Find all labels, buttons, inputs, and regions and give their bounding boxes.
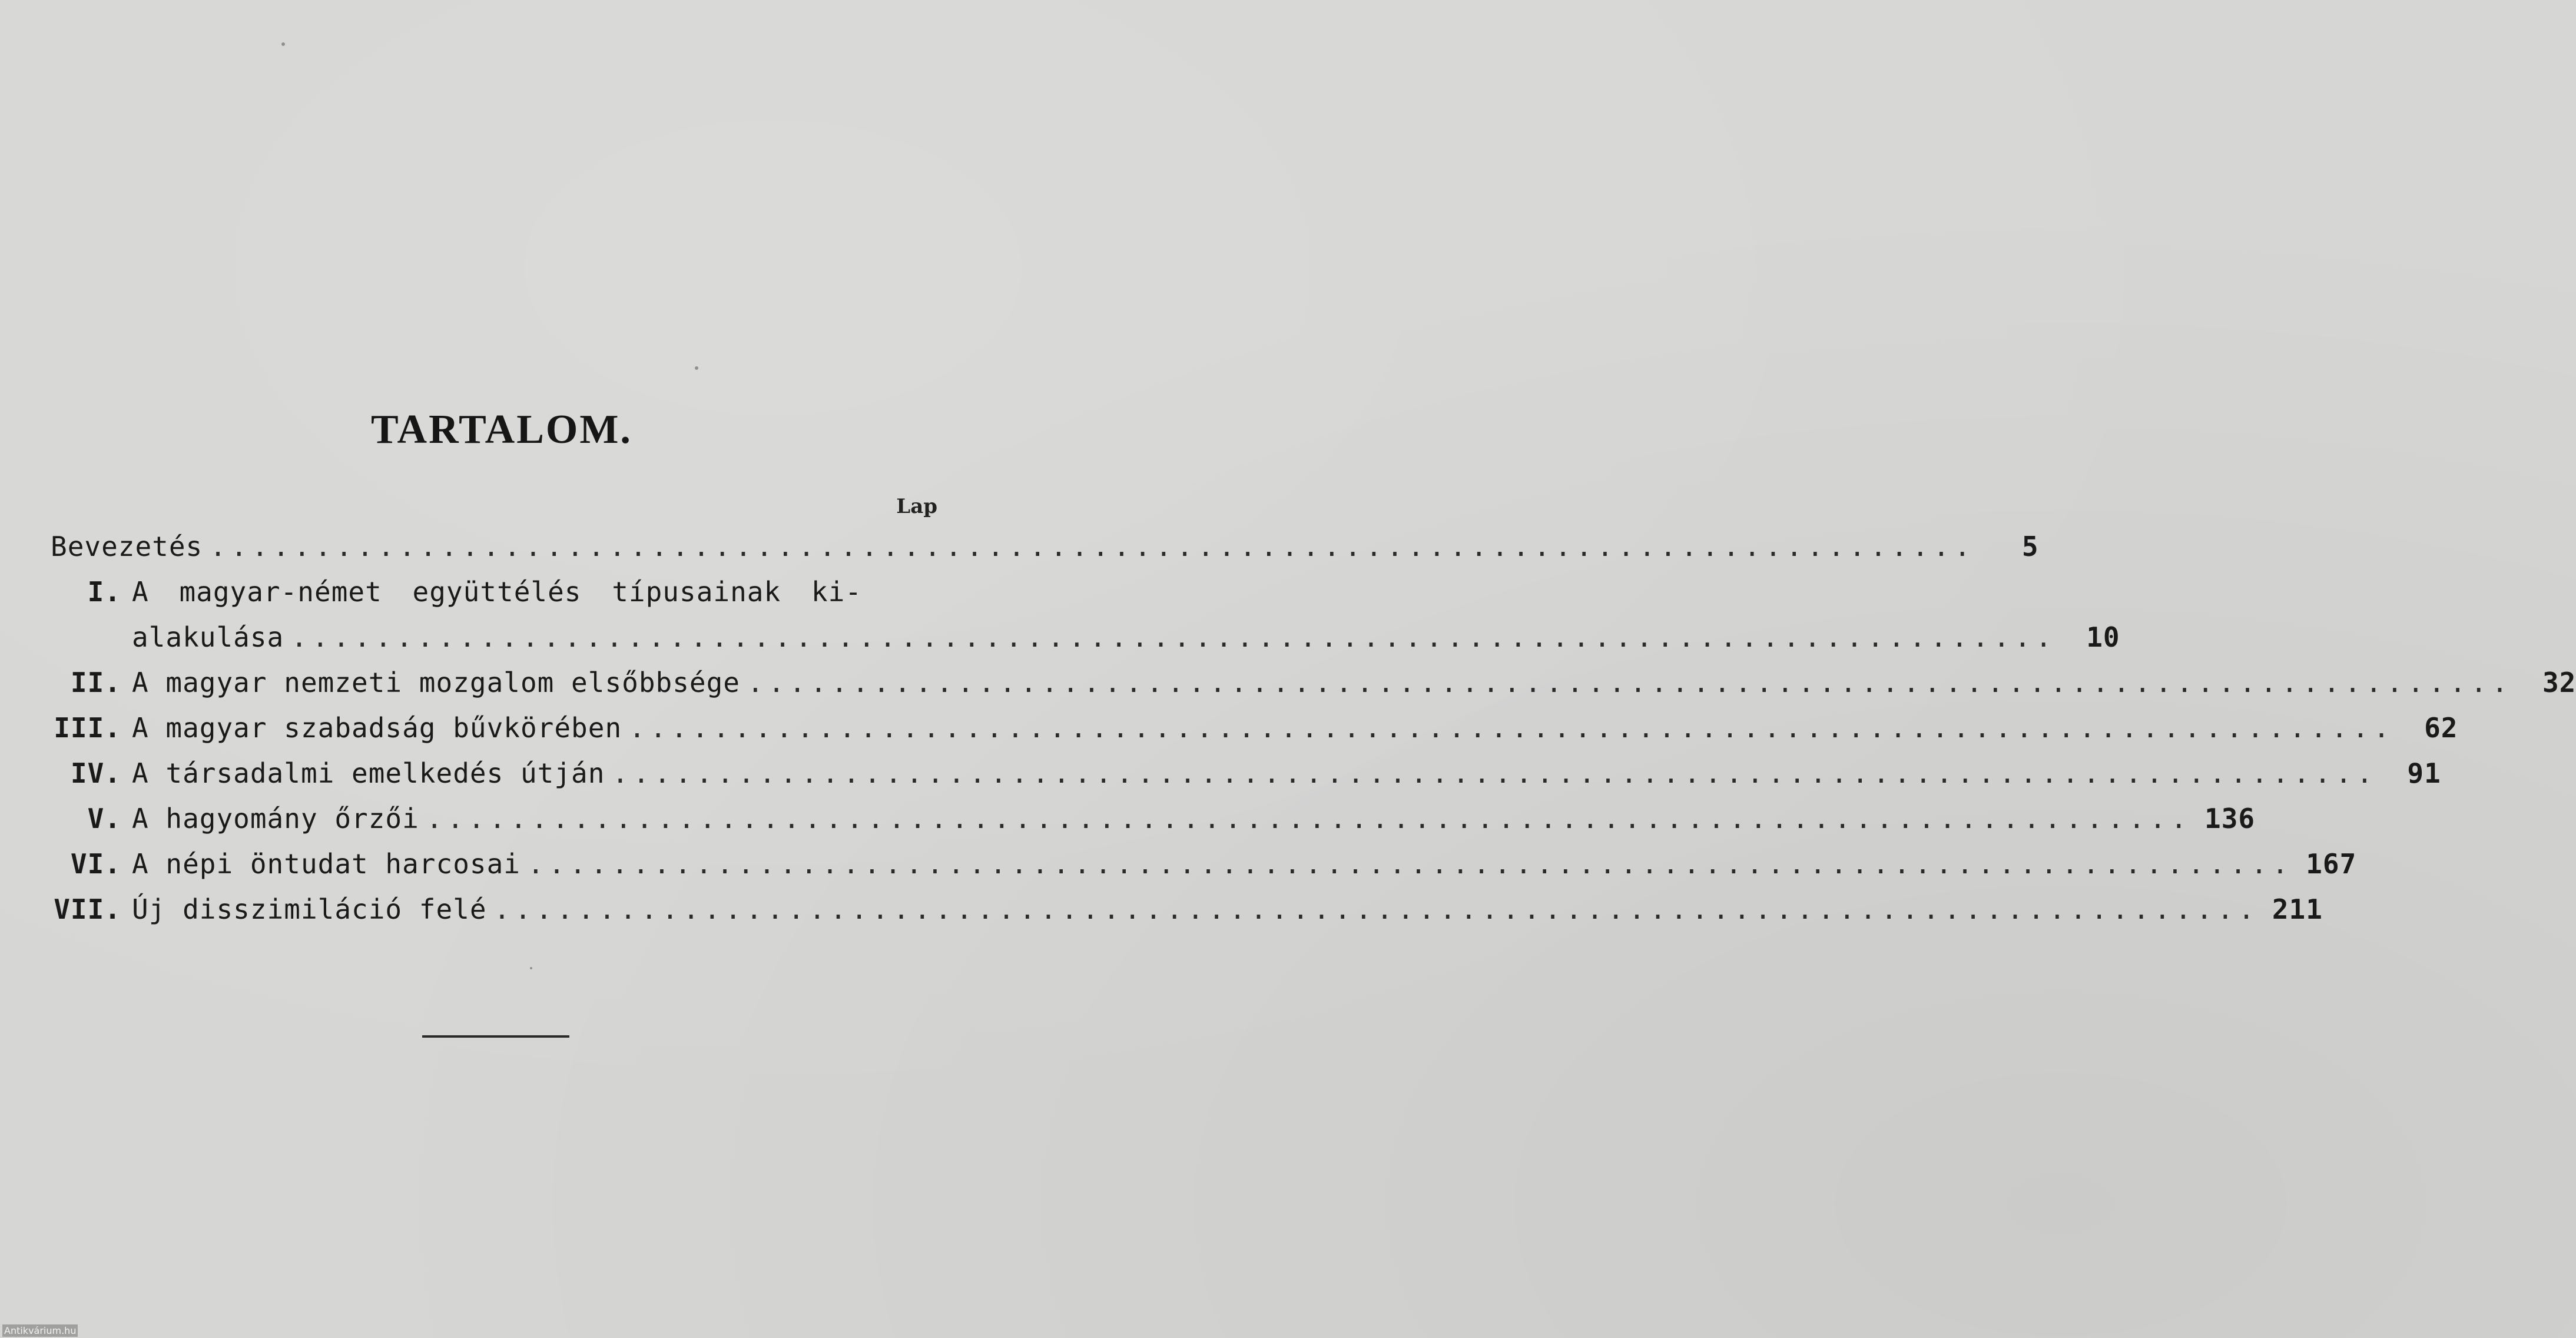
end-rule	[422, 1035, 569, 1038]
watermark: Antikvárium.hu	[2, 1324, 78, 1337]
toc-entry-title: A népi öntudat harcosai	[132, 848, 520, 880]
toc-entry-number: III.	[54, 712, 121, 744]
toc-entry	[51, 660, 2576, 706]
toc-entry-page: 10	[2086, 621, 2120, 653]
leader-dots: ....................................................................................	[426, 803, 2192, 834]
leader-dots: ....................................................................................	[210, 531, 1975, 562]
paper-speck	[695, 366, 698, 370]
toc-entry-title: A magyar-német együttélés típusainak ki-	[132, 576, 862, 608]
leader-dots: ....................................................................................	[629, 712, 2395, 744]
toc-entry-number: IV.	[70, 757, 121, 789]
toc-entry	[51, 842, 2357, 887]
toc-entry-number: V.	[87, 803, 121, 834]
toc-entry	[51, 569, 937, 615]
toc-entry-title: A magyar szabadság bűvkörében	[132, 712, 622, 744]
paper-speck	[281, 42, 285, 46]
toc-entry	[51, 751, 2441, 796]
toc-entry-number: II.	[70, 667, 121, 698]
toc-entry-title: Bevezetés	[51, 531, 203, 562]
toc-entry-page: 32	[2542, 667, 2576, 698]
page-title: TARTALOM.	[371, 407, 632, 452]
toc-entry-title: Új disszimiláció felé	[132, 893, 487, 925]
leader-dots: ....................................................................................	[612, 757, 2378, 789]
page-column-label: Lap	[896, 495, 937, 518]
leader-dots: ....................................................................................	[527, 848, 2293, 880]
toc-entry-page: 136	[2204, 803, 2256, 834]
table-of-contents	[51, 524, 2576, 932]
paper-speck	[530, 967, 532, 969]
leader-dots: ....................................................................................	[493, 893, 2259, 925]
toc-entry-number: I.	[87, 576, 121, 608]
leader-dots: ....................................................................................	[291, 621, 2057, 653]
toc-entry-number: VI.	[70, 848, 121, 880]
toc-entry	[51, 524, 2039, 569]
toc-entry-page: 211	[2272, 893, 2323, 925]
toc-entry	[51, 887, 2323, 932]
toc-entry-title: A magyar nemzeti mozgalom elsőbbsége	[132, 667, 740, 698]
toc-entry-page: 167	[2306, 848, 2357, 880]
toc-entry-title: A hagyomány őrzői	[132, 803, 419, 834]
toc-entry-title: alakulása	[132, 621, 284, 653]
toc-entry	[51, 796, 2256, 842]
leader-dots: ....................................................................................	[747, 667, 2513, 698]
toc-entry-page: 62	[2424, 712, 2458, 744]
toc-entry	[51, 706, 2458, 751]
toc-entry-title: A társadalmi emelkedés útján	[132, 757, 605, 789]
toc-entry-page: 5	[2021, 531, 2039, 562]
toc-entry	[51, 615, 2120, 660]
toc-entry-page: 91	[2407, 757, 2441, 789]
toc-entry-number: VII.	[54, 893, 121, 925]
